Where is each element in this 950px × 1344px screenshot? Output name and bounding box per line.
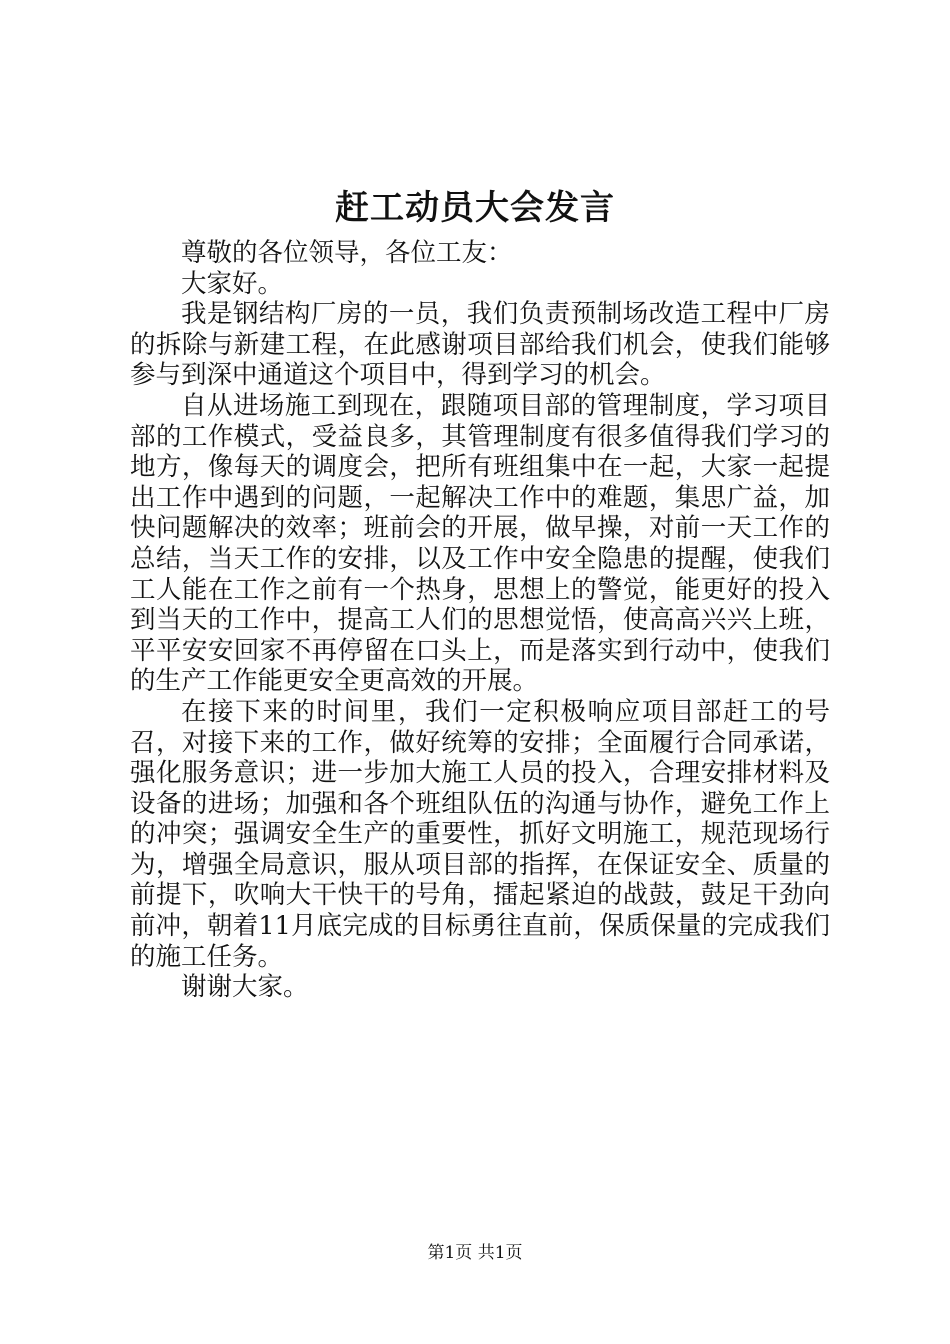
- document-body: [130, 238, 830, 1003]
- closing-thanks: 谢谢大家。: [181, 972, 309, 1003]
- paragraph-introduction: 我是钢结构厂房的一员，我们负责预制场改造工程中厂房的拆除与新建工程，在此感谢项目部给我们机会，使我们能够参与到深中通道这个项目中，得到学习的机会。: [130, 299, 830, 391]
- salutation: 尊敬的各位领导，各位工友：: [181, 238, 513, 268]
- paragraph-experience: 自从进场施工到现在，跟随项目部的管理制度，学习项目部的工作模式，受益良多，其管理制度有很多值得我们学习的地方，像每天的调度会，把所有班组集中在一起，大家一起提出工作中遇到的问题，一起解决工作中的难题，集思广益，加快问题解决的效率；班前会的开展，做早操，对前一天工作的总结，当天工作的安排，以及工作中安全隐患的提醒，使我们工人能在工作之前有一个热身，思想上的警觉，能更好的投入到当天的工作中，提高工人们的思想觉悟，使高高兴兴上班，平平安安回家不再停留在口头上，而是落实到行动中，使我们的生产工作能更安全更高效的开展。: [130, 390, 830, 697]
- greeting: 大家好。: [181, 268, 284, 299]
- page-footer: 第1页 共1页: [427, 1243, 523, 1263]
- paragraph-commitment: 在接下来的时间里，我们一定积极响应项目部赶工的号召，对接下来的工作，做好统筹的安排；全面履行合同承诺，强化服务意识；进一步加大施工人员的投入，合理安排材料及设备的进场；加强和各个班组队伍的沟通与协作，避免工作上的冲突；强调安全生产的重要性，抓好文明施工，规范现场行为，增强全局意识，服从项目部的指挥，在保证安全、质量的前提下，吹响大干快干的号角，擂起紧迫的战鼓，鼓足干劲向前冲，朝着11月底完成的目标勇往直前，保质保量的完成我们的施工任务。: [130, 696, 830, 972]
- document-title: 赶工动员大会发言: [335, 188, 615, 228]
